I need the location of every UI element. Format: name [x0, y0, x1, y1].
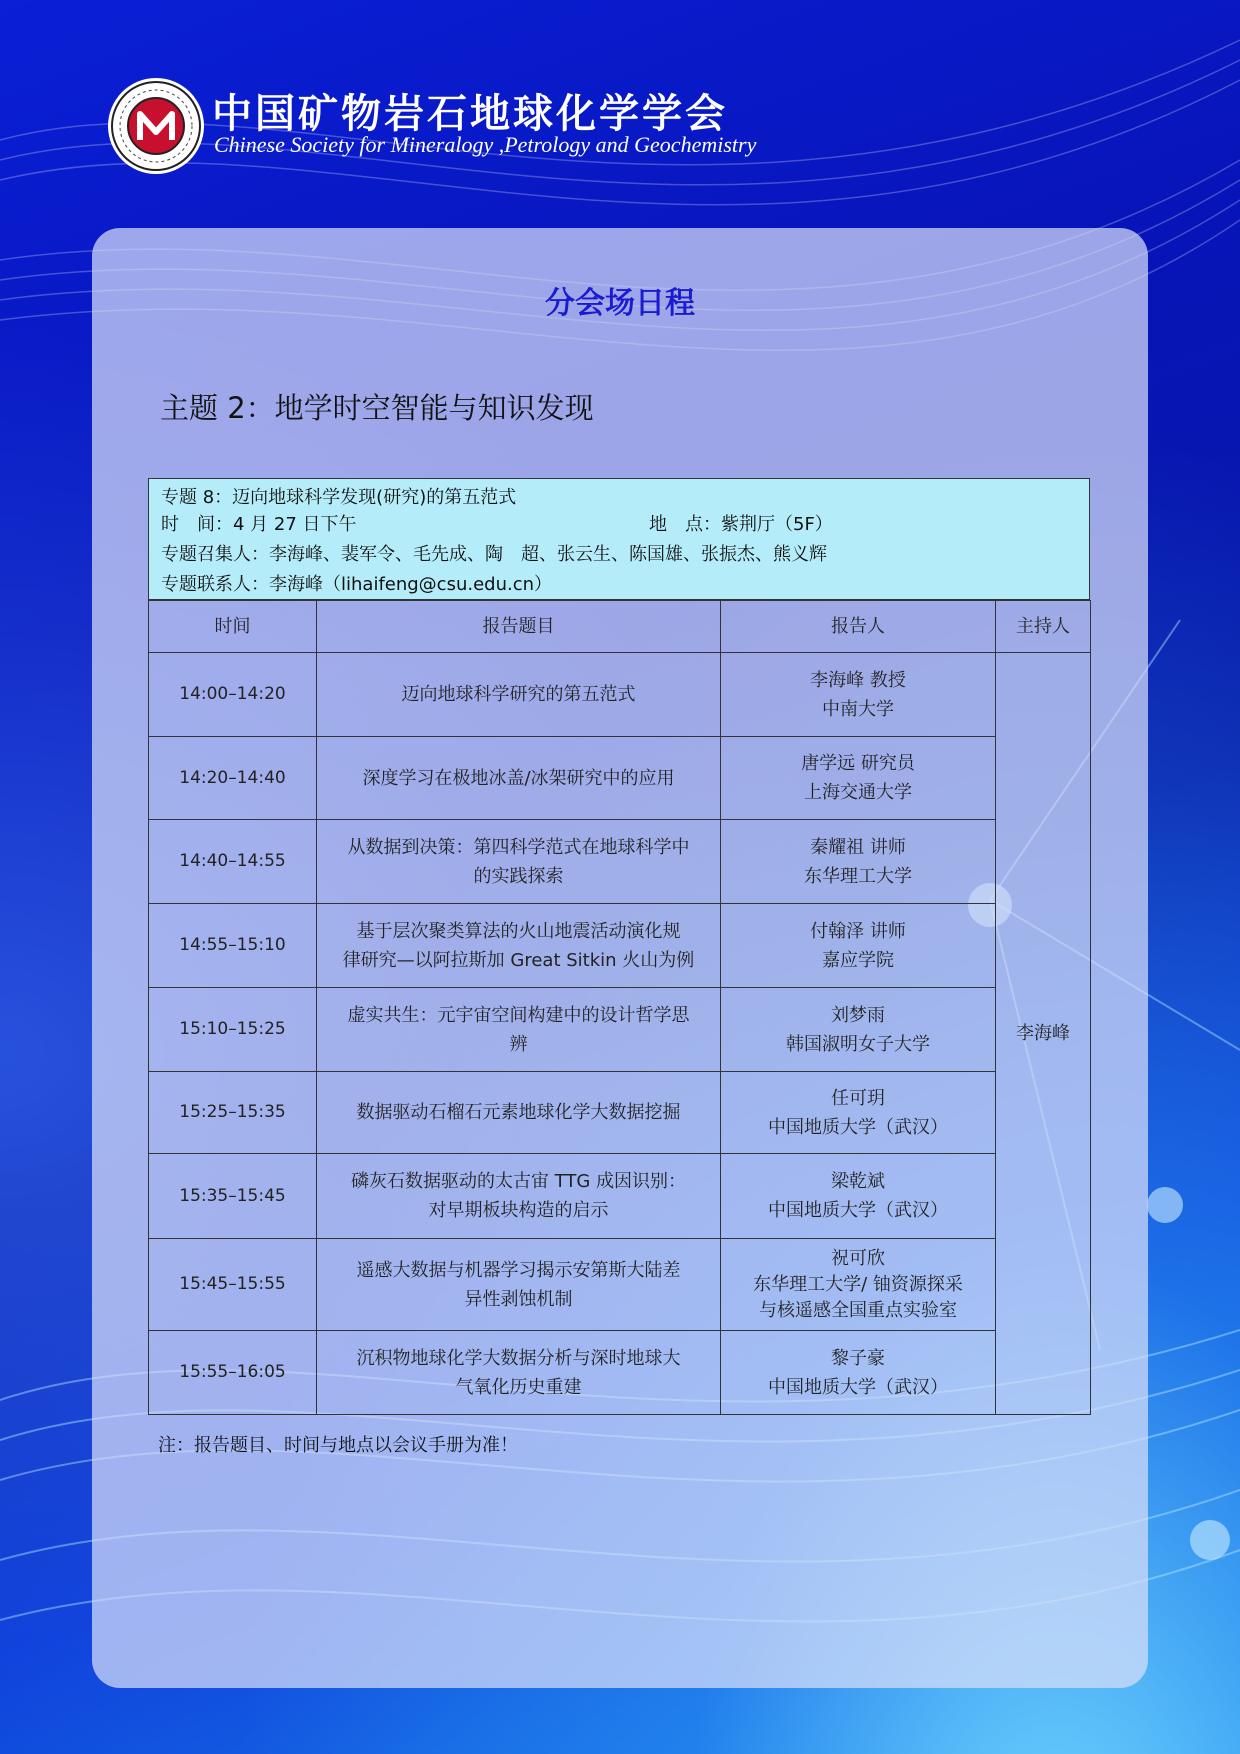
row-title: 虚实共生：元宇宙空间构建中的设计哲学思 辨: [317, 988, 721, 1072]
header-host: 主持人: [996, 601, 1091, 653]
session-conveners: 专题召集人：李海峰、裴军令、毛先成、陶 超、张云生、陈国雄、张振杰、熊义辉: [161, 544, 827, 565]
session-info-box: [148, 478, 1090, 600]
row-time: 15:55–16:05: [149, 1331, 317, 1415]
row-time: 15:35–15:45: [149, 1154, 317, 1239]
session-time: 时 间：4 月 27 日下午: [161, 514, 357, 535]
row-time: 14:00–14:20: [149, 653, 317, 737]
table-row: [149, 988, 1091, 1072]
table-header-row: [149, 601, 1091, 653]
row-time: 15:45–15:55: [149, 1239, 317, 1331]
row-title: 遥感大数据与机器学习揭示安第斯大陆差 异性剥蚀机制: [317, 1239, 721, 1331]
row-speaker: 刘梦雨 韩国淑明女子大学: [721, 988, 996, 1072]
society-header: [106, 76, 826, 176]
session-place: 地 点：紫荆厅（5F）: [649, 514, 833, 535]
row-time: 14:20–14:40: [149, 737, 317, 820]
schedule-panel: [92, 228, 1148, 1688]
header-title: 报告题目: [317, 601, 721, 653]
table-row: [149, 904, 1091, 988]
row-speaker: 唐学远 研究员 上海交通大学: [721, 737, 996, 820]
row-speaker: 梁乾斌 中国地质大学（武汉）: [721, 1154, 996, 1239]
row-title: 从数据到决策：第四科学范式在地球科学中 的实践探索: [317, 820, 721, 904]
row-time: 15:10–15:25: [149, 988, 317, 1072]
row-speaker: 任可玥 中国地质大学（武汉）: [721, 1072, 996, 1154]
row-time: 14:55–15:10: [149, 904, 317, 988]
table-row: [149, 737, 1091, 820]
table-row: [149, 820, 1091, 904]
society-seal-icon: [106, 76, 206, 176]
row-title: 数据驱动石榴石元素地球化学大数据挖掘: [317, 1072, 721, 1154]
row-title: 迈向地球科学研究的第五范式: [317, 653, 721, 737]
row-title: 深度学习在极地冰盖/冰架研究中的应用: [317, 737, 721, 820]
theme-title: 主题 2：地学时空智能与知识发现: [160, 391, 594, 425]
schedule-table: [148, 600, 1091, 1415]
row-time: 14:40–14:55: [149, 820, 317, 904]
panel-title: 分会场日程: [545, 286, 695, 321]
row-speaker: 黎子豪 中国地质大学（武汉）: [721, 1331, 996, 1415]
footnote: 注：报告题目、时间与地点以会议手册为准！: [158, 1435, 518, 1456]
header-time: 时间: [149, 601, 317, 653]
table-row: [149, 1239, 1091, 1331]
table-row: [149, 1072, 1091, 1154]
table-row: [149, 1331, 1091, 1415]
row-speaker: 祝可欣 东华理工大学/ 铀资源探采 与核遥感全国重点实验室: [721, 1239, 996, 1331]
header-speaker: 报告人: [721, 601, 996, 653]
org-name-en: Chinese Society for Mineralogy ,Petrology and Geochemistry: [214, 132, 757, 157]
row-speaker: 秦耀祖 讲师 东华理工大学: [721, 820, 996, 904]
host-cell: 李海峰: [996, 653, 1091, 1415]
table-row: [149, 653, 1091, 737]
row-speaker: 付翰泽 讲师 嘉应学院: [721, 904, 996, 988]
table-row: [149, 1154, 1091, 1239]
row-title: 基于层次聚类算法的火山地震活动演化规 律研究—以阿拉斯加 Great Sitkin 火山为例: [317, 904, 721, 988]
row-speaker: 李海峰 教授 中南大学: [721, 653, 996, 737]
row-time: 15:25–15:35: [149, 1072, 317, 1154]
session-contact: 专题联系人：李海峰（lihaifeng@csu.edu.cn）: [161, 574, 553, 595]
org-name-cn: 中国矿物岩石地球化学学会: [212, 91, 728, 137]
row-title: 磷灰石数据驱动的太古宙 TTG 成因识别： 对早期板块构造的启示: [317, 1154, 721, 1239]
row-title: 沉积物地球化学大数据分析与深时地球大 气氧化历史重建: [317, 1331, 721, 1415]
session-topic: 专题 8：迈向地球科学发现(研究)的第五范式: [161, 487, 517, 508]
